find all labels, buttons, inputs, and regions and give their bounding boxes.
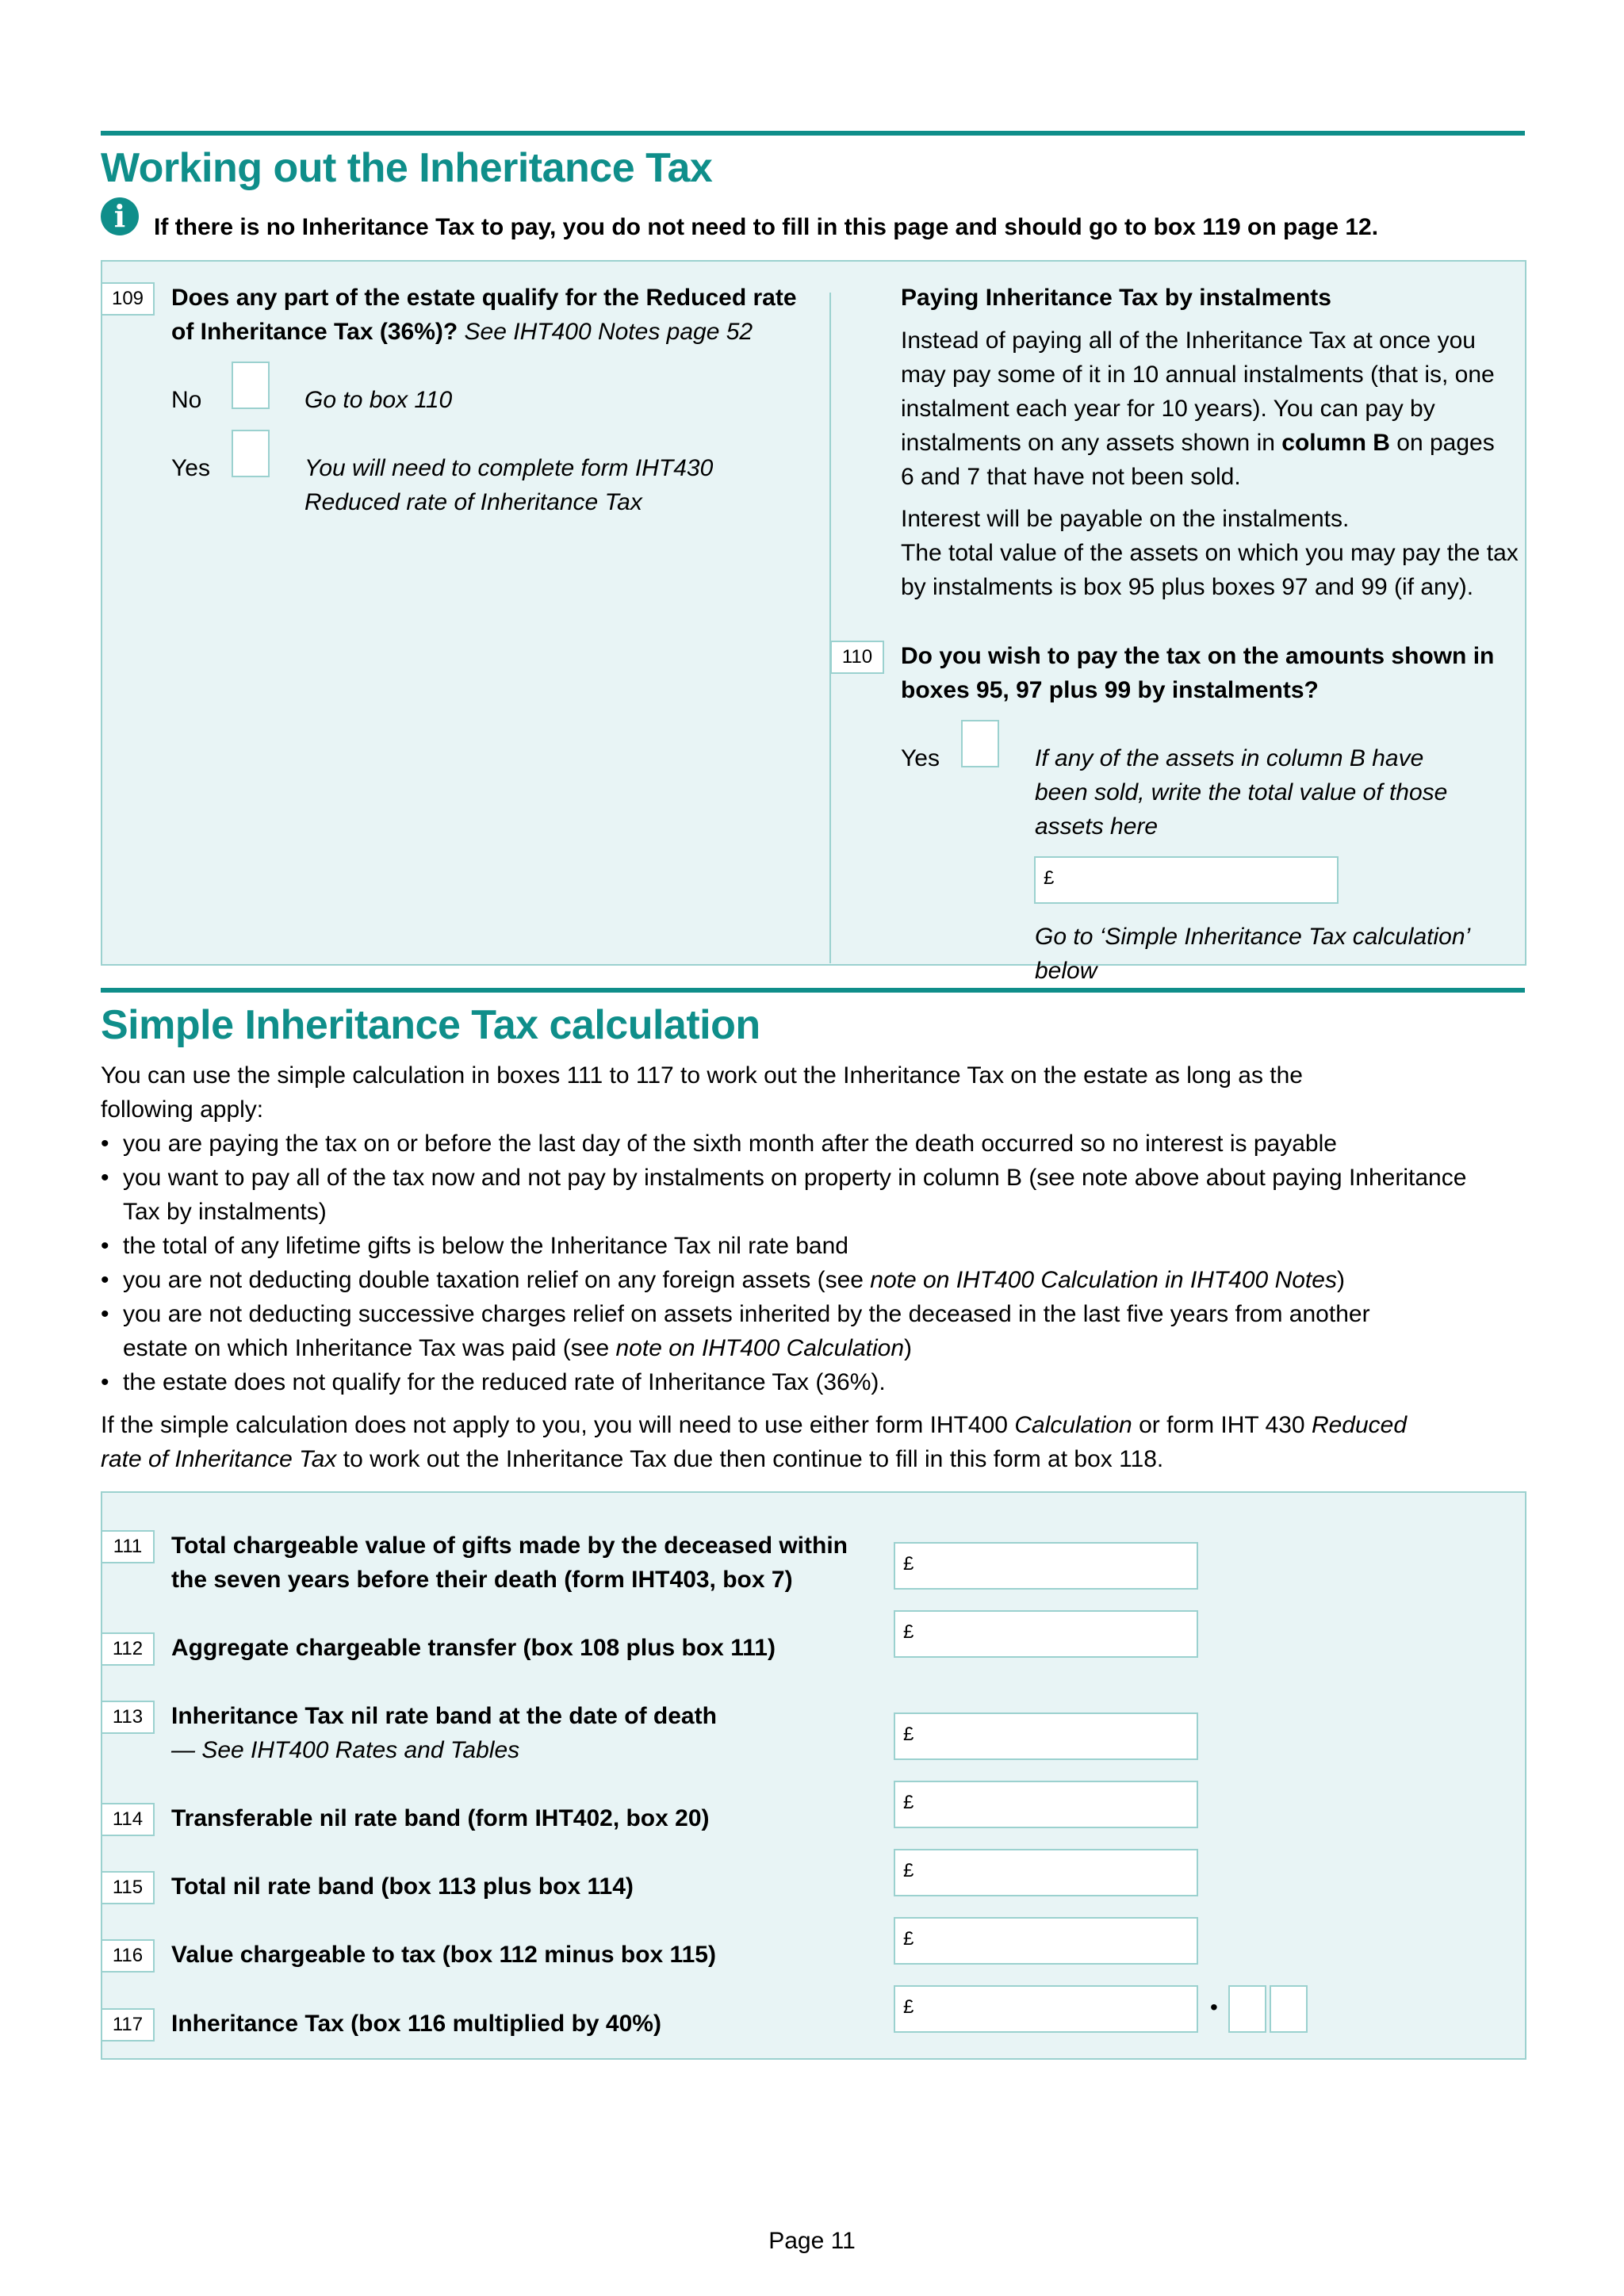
instalments-para1-a: Instead of paying all of the Inheritance Tax at once you may pay some of it in 10 annual instalments (that is, one instalment each year for 10 years). You can pay by instalments on any assets shown in	[901, 327, 1495, 456]
simple-calc-intro: You can use the simple calculation in boxes 111 to 117 to work out the Inheritance Tax on the estate as long as the following apply:	[101, 1062, 1303, 1123]
q109-no-note: Go to box 110	[304, 387, 453, 413]
section-rule-simple	[101, 988, 1525, 993]
calc-row-116-field[interactable]	[894, 1917, 1198, 1965]
instalments-para2-line2: The total value of the assets on which you may pay the tax by instalments is box 95 plus boxes 97 and 99 (if any).	[901, 540, 1519, 600]
calc-row-113-note: — See IHT400 Rates and Tables	[171, 1737, 520, 1763]
bullet-italic: note on IHT400 Calculation in IHT400 Notes	[870, 1267, 1337, 1293]
box-number-112: 112	[101, 1632, 155, 1666]
box-number-116: 116	[101, 1939, 155, 1973]
outro-italic-1: Calculation	[1014, 1412, 1132, 1438]
q109-no-label: No	[171, 387, 202, 413]
instalments-heading: Paying Inheritance Tax by instalments	[901, 285, 1331, 311]
instalments-para1-b: on pages 6 and 7 that have not been sold.	[901, 430, 1495, 490]
calc-row-117-field[interactable]	[894, 1985, 1198, 2033]
info-note: If there is no Inheritance Tax to pay, you do not need to fill in this page and should go to box 119 on page 12.	[154, 214, 1379, 240]
q109-question-ref: See IHT400 Notes page 52	[464, 319, 753, 345]
calc-row-111-label: Total chargeable value of gifts made by the deceased within the seven years before their death (form IHT403, box 7)	[171, 1533, 848, 1593]
page-number: Page 11	[768, 2228, 856, 2254]
bullet-text: the estate does not qualify for the reduced rate of Inheritance Tax (36%).	[123, 1369, 886, 1395]
calc-row-117-pence-digit-1[interactable]	[1228, 1985, 1266, 2033]
calc-row-116-label: Value chargeable to tax (box 112 minus box 115)	[171, 1942, 716, 1968]
box-number-110: 110	[830, 641, 884, 674]
decimal-point: •	[1210, 1995, 1218, 2019]
box-number-111: 111	[101, 1530, 155, 1563]
condition-bullet: • you want to pay all of the tax now and not pay by instalments on property in column B (see note above about paying Inheritance Tax by instalments)	[101, 1161, 1480, 1229]
q110-yes-note: If any of the assets in column B have been sold, write the total value of those assets here	[1035, 745, 1448, 840]
q110-yes-label: Yes	[901, 745, 940, 771]
calc-row-113-label: Inheritance Tax nil rate band at the date of death	[171, 1703, 717, 1729]
q110-yes-checkbox[interactable]	[961, 720, 999, 767]
bullet-text: you are not deducting double taxation relief on any foreign assets (see	[123, 1267, 871, 1293]
bullet-tail: )	[904, 1335, 913, 1361]
box-number-115: 115	[101, 1871, 155, 1904]
condition-bullet: • you are not deducting double taxation relief on any foreign assets (see note on IHT400 Calculation in IHT400 Notes)	[101, 1267, 1345, 1293]
calc-row-111-field[interactable]	[894, 1542, 1198, 1590]
outro-a: If the simple calculation does not apply to you, you will need to use either form IHT400	[101, 1412, 1008, 1438]
calc-row-115-label: Total nil rate band (box 113 plus box 114)	[171, 1873, 634, 1900]
currency-symbol: £	[903, 1860, 914, 1881]
currency-symbol: £	[903, 1553, 914, 1575]
calc-row-117-pence-digit-2[interactable]	[1270, 1985, 1308, 2033]
section-rule-top	[101, 131, 1525, 136]
outro-italic-2: Reduced rate of Inheritance Tax	[101, 1412, 1408, 1472]
bullet-text: you want to pay all of the tax now and not pay by instalments on property in column B (see note above about paying Inheritance Tax by instalments)	[123, 1165, 1467, 1225]
bullet-text: you are paying the tax on or before the last day of the sixth month after the death occurred so no interest is payable	[123, 1131, 1337, 1157]
calc-row-117-label: Inheritance Tax (box 116 multiplied by 40%)	[171, 2011, 661, 2037]
bullet-tail: )	[1336, 1267, 1345, 1293]
instalments-para2-line1: Interest will be payable on the instalments.	[901, 506, 1350, 532]
box-number-117: 117	[101, 2008, 155, 2042]
calc-row-115-field[interactable]	[894, 1849, 1198, 1896]
q109-question	[171, 281, 822, 349]
box-number-113: 113	[101, 1701, 155, 1734]
currency-symbol: £	[1044, 867, 1055, 889]
q109-no-checkbox[interactable]	[232, 362, 270, 409]
currency-symbol: £	[903, 1621, 914, 1643]
section-title-working-out: Working out the Inheritance Tax	[101, 145, 713, 191]
condition-bullet: • you are paying the tax on or before the last day of the sixth month after the death occurred so no interest is payable	[101, 1127, 1512, 1161]
q110-go-to: Go to ‘Simple Inheritance Tax calculation’ below	[1035, 924, 1469, 984]
currency-symbol: £	[903, 1724, 914, 1745]
box-number-109: 109	[101, 282, 155, 316]
outro-b: or form IHT 430	[1139, 1412, 1305, 1438]
currency-symbol: £	[903, 1996, 914, 2018]
box-number-114: 114	[101, 1803, 155, 1836]
q109-yes-note-line2: Reduced rate of Inheritance Tax	[304, 489, 642, 515]
calc-row-112-label: Aggregate chargeable transfer (box 108 plus box 111)	[171, 1635, 776, 1661]
simple-calc-outro	[101, 1408, 1417, 1476]
info-icon: i	[101, 197, 139, 235]
q110-question: Do you wish to pay the tax on the amounts shown in boxes 95, 97 plus 99 by instalments?	[901, 643, 1495, 703]
outro-c: to work out the Inheritance Tax due then continue to fill in this form at box 118.	[343, 1446, 1164, 1472]
currency-symbol: £	[903, 1792, 914, 1813]
condition-bullet: • the estate does not qualify for the reduced rate of Inheritance Tax (36%).	[101, 1365, 1512, 1399]
bullet-text: you are not deducting successive charges relief on assets inherited by the deceased in the last five years from another estate on which Inheritance Tax was paid (see	[123, 1301, 1370, 1361]
q109-question-text: Does any part of the estate qualify for the Reduced rate of Inheritance Tax (36%)?	[171, 285, 797, 345]
section-title-simple-calc: Simple Inheritance Tax calculation	[101, 1002, 760, 1048]
q109-yes-note-line1: You will need to complete form IHT430	[304, 455, 714, 481]
condition-bullet: • the total of any lifetime gifts is below the Inheritance Tax nil rate band	[101, 1229, 1512, 1263]
panel-divider	[829, 293, 831, 963]
calc-row-113-field[interactable]	[894, 1712, 1198, 1760]
calc-row-114-label: Transferable nil rate band (form IHT402, box 20)	[171, 1805, 710, 1831]
q109-yes-checkbox[interactable]	[232, 430, 270, 477]
instalments-para1	[901, 323, 1511, 494]
calc-row-112-field[interactable]	[894, 1610, 1198, 1658]
q109-yes-label: Yes	[171, 455, 210, 481]
instalments-para1-bold: column B	[1281, 430, 1390, 456]
bullet-italic: note on IHT400 Calculation	[615, 1335, 905, 1361]
calc-row-114-field[interactable]	[894, 1781, 1198, 1828]
bullet-text: the total of any lifetime gifts is below the Inheritance Tax nil rate band	[123, 1233, 848, 1259]
currency-symbol: £	[903, 1928, 914, 1950]
q110-assets-sold-field[interactable]	[1034, 856, 1339, 904]
condition-bullet: • you are not deducting successive charges relief on assets inherited by the deceased in the last five years from another estate on which Inheritance Tax was paid (see note on IHT400 Calculation)	[101, 1301, 1370, 1361]
